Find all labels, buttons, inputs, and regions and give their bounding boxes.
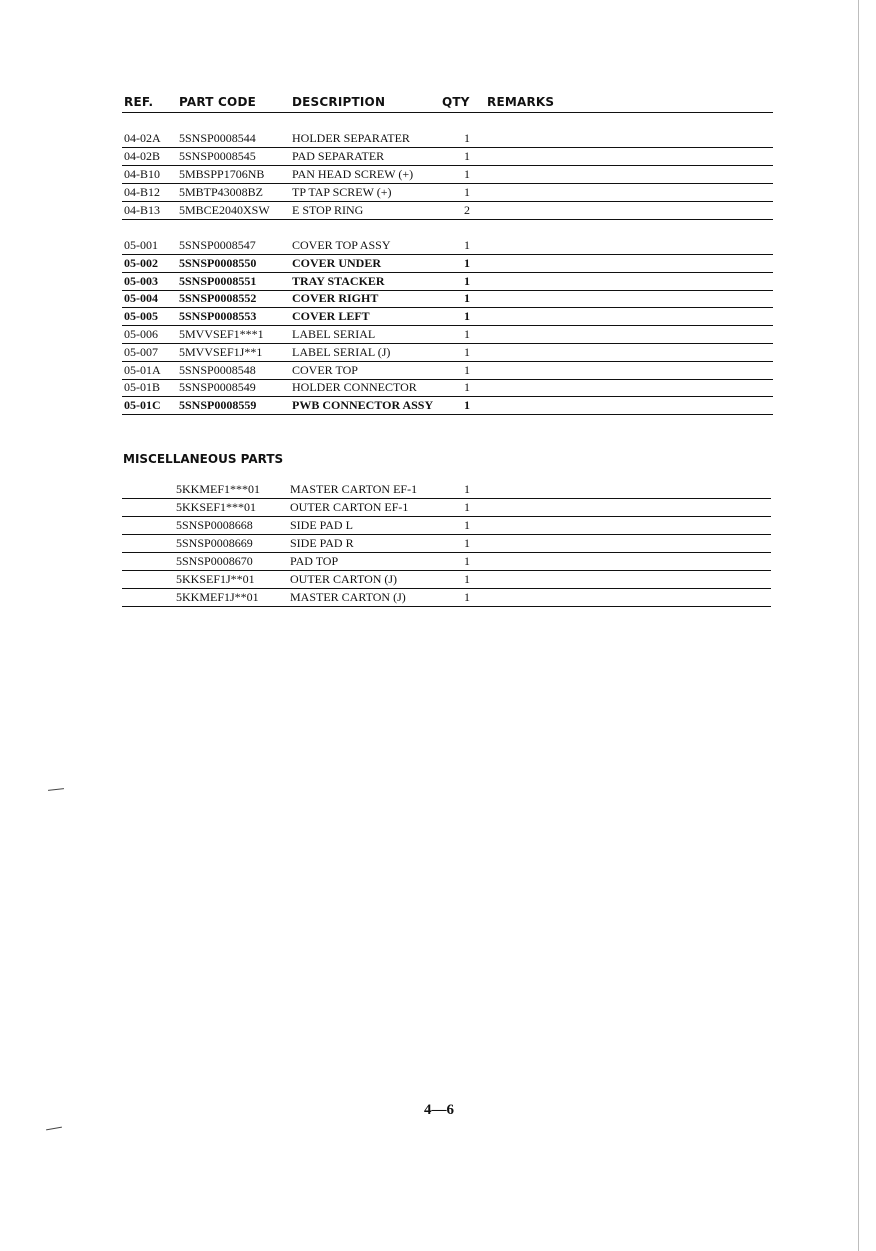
- ref-cell: 04-B10: [124, 167, 160, 181]
- part-code-cell: 5SNSP0008553: [179, 309, 257, 324]
- qty-cell: 1: [464, 500, 470, 514]
- description-cell: HOLDER SEPARATER: [292, 131, 410, 145]
- description-cell: PAD SEPARATER: [292, 149, 385, 163]
- ref-cell: 04-02B: [124, 149, 160, 163]
- description-cell: TRAY STACKER: [292, 273, 385, 288]
- description-cell: SIDE PAD R: [290, 536, 354, 550]
- description-cell: MASTER CARTON (J): [290, 590, 406, 604]
- qty-cell: 1: [464, 255, 470, 270]
- part-code-cell: 5SNSP0008551: [179, 273, 257, 288]
- table-row: [0, 553, 876, 571]
- part-code-cell: 5KKSEF1J**01: [176, 572, 255, 586]
- ref-cell: 05-004: [124, 291, 158, 306]
- qty-cell: 1: [464, 327, 470, 341]
- description-cell: LABEL SERIAL (J): [292, 344, 391, 359]
- part-code-cell: 5SNSP0008559: [179, 398, 257, 413]
- description-cell: MASTER CARTON EF-1: [290, 482, 418, 496]
- table-row: [0, 148, 876, 166]
- ref-cell: 04-B13: [124, 203, 160, 217]
- part-code-cell: 5SNSP0008669: [176, 536, 253, 550]
- ref-cell: 05-01B: [124, 380, 160, 395]
- qty-cell: 1: [464, 554, 470, 568]
- row-rule: [122, 606, 771, 607]
- scan-mark: [46, 1127, 62, 1131]
- table-row: [0, 571, 876, 589]
- qty-cell: 1: [464, 131, 470, 145]
- description-cell: COVER TOP ASSY: [292, 238, 391, 252]
- qty-cell: 1: [464, 149, 470, 163]
- part-code-cell: 5SNSP0008547: [179, 238, 256, 252]
- part-code-cell: 5SNSP0008550: [179, 255, 257, 270]
- part-code-cell: 5MVVSEF1***1: [179, 327, 264, 341]
- ref-cell: 04-02A: [124, 131, 161, 145]
- table-row: [0, 273, 876, 291]
- qty-cell: 1: [464, 344, 470, 359]
- header-description: DESCRIPTION: [292, 95, 386, 109]
- part-code-cell: 5SNSP0008552: [179, 291, 257, 306]
- qty-cell: 1: [464, 398, 470, 413]
- part-code-cell: 5SNSP0008668: [176, 518, 253, 532]
- part-code-cell: 5KKSEF1***01: [176, 500, 257, 514]
- qty-cell: 1: [464, 291, 470, 306]
- qty-cell: 1: [464, 482, 470, 496]
- part-code-cell: 5SNSP0008545: [179, 149, 256, 163]
- table-row: [0, 481, 876, 499]
- part-code-cell: 5SNSP0008548: [179, 362, 256, 377]
- description-cell: COVER RIGHT: [292, 291, 379, 306]
- table-row: [0, 362, 876, 380]
- table-row: [0, 184, 876, 202]
- description-cell: SIDE PAD L: [290, 518, 353, 532]
- table-row: [0, 326, 876, 344]
- header-part-code: PART CODE: [179, 95, 257, 109]
- ref-cell: 04-B12: [124, 185, 160, 199]
- header-rule: [122, 112, 773, 113]
- qty-cell: 1: [464, 185, 470, 199]
- qty-cell: 2: [464, 203, 470, 217]
- description-cell: OUTER CARTON (J): [290, 572, 398, 586]
- table-row: [0, 517, 876, 535]
- table-row: [0, 344, 876, 362]
- ref-cell: 05-01C: [124, 398, 161, 413]
- qty-cell: 1: [464, 536, 470, 550]
- part-code-cell: 5SNSP0008549: [179, 380, 256, 395]
- row-rule: [122, 219, 773, 220]
- part-code-cell: 5MBCE2040XSW: [179, 203, 270, 217]
- qty-cell: 1: [464, 590, 470, 604]
- description-cell: HOLDER CONNECTOR: [292, 380, 417, 395]
- table-row: [0, 589, 876, 607]
- table-row: [0, 237, 876, 255]
- table-row: [0, 130, 876, 148]
- part-code-cell: 5MVVSEF1J**1: [179, 344, 263, 359]
- description-cell: COVER UNDER: [292, 255, 382, 270]
- ref-cell: 05-003: [124, 273, 158, 288]
- ref-cell: 05-002: [124, 255, 158, 270]
- qty-cell: 1: [464, 380, 470, 395]
- description-cell: PWB CONNECTOR ASSY: [292, 398, 434, 413]
- description-cell: COVER TOP: [292, 362, 358, 377]
- ref-cell: 05-006: [124, 327, 158, 341]
- table-row: [0, 255, 876, 273]
- page-number: 4—6: [424, 1102, 454, 1118]
- qty-cell: 1: [464, 309, 470, 324]
- table-row: [0, 535, 876, 553]
- ref-cell: 05-01A: [124, 362, 161, 377]
- table-row: [0, 499, 876, 517]
- description-cell: COVER LEFT: [292, 309, 370, 324]
- header-ref: REF.: [124, 95, 154, 109]
- table-row: [0, 379, 876, 397]
- ref-cell: 05-005: [124, 309, 158, 324]
- ref-cell: 05-001: [124, 238, 158, 252]
- qty-cell: 1: [464, 362, 470, 377]
- part-code-cell: 5MBTP43008BZ: [179, 185, 264, 199]
- header-remarks: REMARKS: [487, 95, 555, 109]
- table-row: [0, 308, 876, 326]
- description-cell: PAN HEAD SCREW (+): [292, 167, 414, 181]
- description-cell: LABEL SERIAL: [292, 327, 376, 341]
- qty-cell: 1: [464, 273, 470, 288]
- scan-mark: [48, 788, 64, 791]
- part-code-cell: 5SNSP0008670: [176, 554, 253, 568]
- qty-cell: 1: [464, 572, 470, 586]
- description-cell: TP TAP SCREW (+): [292, 185, 392, 199]
- misc-section-title: MISCELLANEOUS PARTS: [123, 452, 284, 466]
- qty-cell: 1: [464, 238, 470, 252]
- part-code-cell: 5SNSP0008544: [179, 131, 256, 145]
- part-code-cell: 5KKMEF1***01: [176, 482, 261, 496]
- table-row: [0, 166, 876, 184]
- table-row: [0, 397, 876, 415]
- part-code-cell: 5MBSPP1706NB: [179, 167, 265, 181]
- table-row: [0, 202, 876, 220]
- description-cell: OUTER CARTON EF-1: [290, 500, 409, 514]
- description-cell: PAD TOP: [290, 554, 339, 568]
- ref-cell: 05-007: [124, 344, 158, 359]
- qty-cell: 1: [464, 167, 470, 181]
- row-rule: [122, 414, 773, 415]
- table-row: [0, 290, 876, 308]
- header-qty: QTY: [442, 95, 470, 109]
- description-cell: E STOP RING: [292, 203, 364, 217]
- part-code-cell: 5KKMEF1J**01: [176, 590, 259, 604]
- qty-cell: 1: [464, 518, 470, 532]
